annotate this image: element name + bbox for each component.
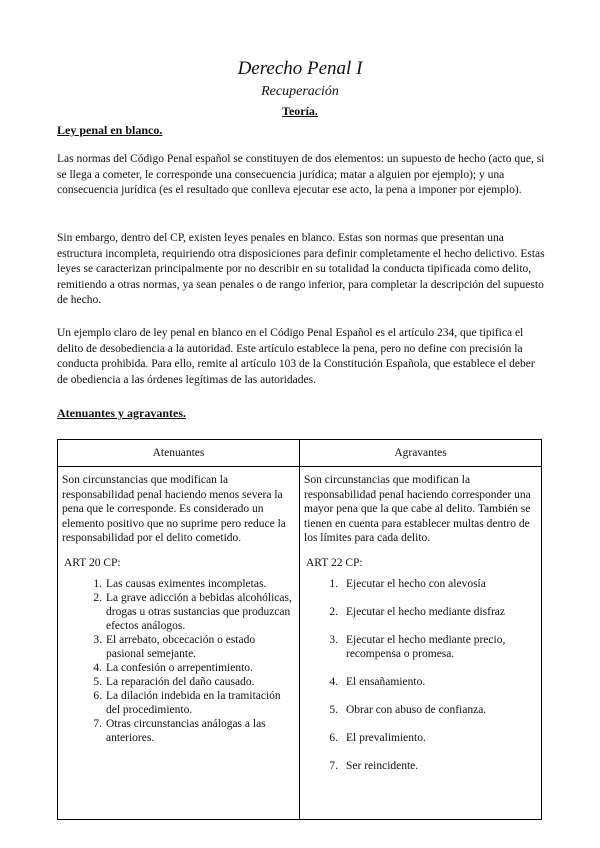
paragraph-2 <box>57 231 547 309</box>
list-item: 2. La grave adicción a bebidas alcohólicas, drogas u otras sustancias que produzcan efectos análogos. <box>93 592 292 632</box>
ley-penal-heading: Ley penal en blanco. <box>57 123 163 137</box>
header-atenuantes: Atenuantes <box>58 440 300 467</box>
list-item: 4. El ensañamiento. <box>329 676 426 688</box>
atenuantes-list <box>62 577 295 745</box>
agravantes-cell <box>300 467 542 820</box>
list-item: 5. La reparación del daño causado. <box>93 676 255 688</box>
list-item: 2. Ejecutar el hecho mediante disfraz <box>329 606 506 618</box>
atenuantes-cell <box>58 467 300 820</box>
paragraph-1 <box>57 152 547 199</box>
list-item: 5. Obrar con abuso de confianza. <box>329 704 487 716</box>
atenuantes-article: ART 20 CP: <box>64 556 121 569</box>
header-agravantes: Agravantes <box>300 440 542 467</box>
paragraph-text: Las normas del Código Penal español se constituyen de dos elementos: un supuesto de hecho (acto que, si se llega a cometer, le corresponde una consecuencia jurídica; matar a alguien por ejemplo); y una consecuencia jurídica (es el resultado que conlleva ejecutar ese acto, la pena a imponer por ejemplo). <box>57 153 545 196</box>
section-header: Teoría. <box>282 104 318 118</box>
comparison-table <box>57 439 542 820</box>
document-subtitle: Recuperación <box>261 84 339 99</box>
list-item: 3. Ejecutar el hecho mediante precio, recompensa o promesa. <box>329 634 506 660</box>
list-item: 7. Otras circunstancias análogas a las anteriores. <box>93 718 266 744</box>
atenuantes-heading: Atenuantes y agravantes. <box>57 406 186 420</box>
list-item: 6. El prevalimiento. <box>329 732 426 744</box>
list-item: 7. Ser reincidente. <box>329 760 419 772</box>
list-item: 6. La dilación indebida en la tramitación del procedimiento. <box>93 690 281 716</box>
agravantes-list <box>304 577 537 773</box>
agravantes-intro: Son circunstancias que modifican la responsabilidad penal haciendo corresponder una mayor pena que la que cabe al delito. También se tienen en cuenta para establecer multas dentro de los límites para cada delito. <box>304 474 531 544</box>
list-item: 1. Ejecutar el hecho con alevosía <box>329 578 486 590</box>
table-row <box>58 467 542 820</box>
paragraph-text: Un ejemplo claro de ley penal en blanco en el Código Penal Español es el artículo 234, que tipifica el delito de desobediencia a la autoridad. Este artículo establece la pena, pero no define con precisión la conducta prohibida. Para ello, remite al artículo 103 de la Constitución Española, que establece el deber de obediencia a las órdenes legítimas de las autoridades. <box>57 327 535 386</box>
list-item: 4. La confesión o arrepentimiento. <box>93 662 253 674</box>
paragraph-text: Sin embargo, dentro del CP, existen leyes penales en blanco. Estas son normas que presentan una estructura incompleta, requiriendo otra disposiciones para definir completamente el hecho delictivo. Estas leyes se caracterizan principalmente por no describir en su totalidad la conducta tipificada como delito, remitiendo a otras normas, ya sean penales o de rango inferior, para completar la descripción del supuesto de hecho. <box>57 232 545 306</box>
atenuantes-intro: Son circunstancias que modifican la responsabilidad penal haciendo menos severa la pena que le corresponde. Es considerado un elemento positivo que no suprime pero reduce la responsabilidad por el delito cometido. <box>62 474 286 544</box>
agravantes-article: ART 22 CP: <box>306 556 363 569</box>
document-title: Derecho Penal I <box>237 58 363 79</box>
paragraph-3 <box>57 326 547 388</box>
list-item: 1. Las causas eximentes incompletas. <box>93 578 267 590</box>
table-header-row <box>58 440 542 467</box>
list-item: 3. El arrebato, obcecación o estado pasional semejante. <box>93 634 256 660</box>
